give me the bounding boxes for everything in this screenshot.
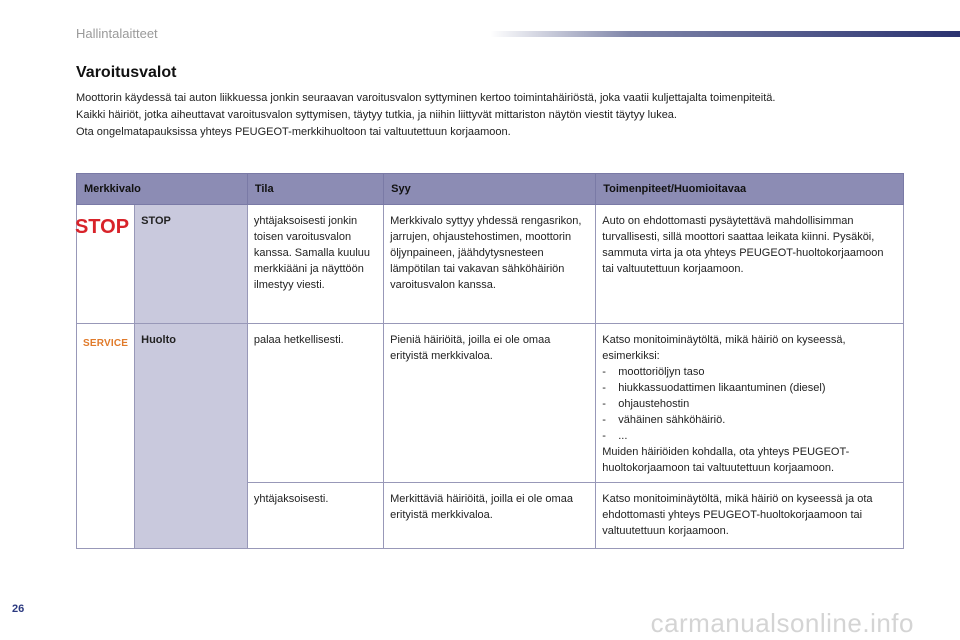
table-header-row (77, 174, 904, 205)
state-text: palaa hetkellisesti. (247, 324, 383, 483)
section-title: Varoitusvalot (76, 64, 177, 81)
action-cell (596, 324, 904, 483)
watermark: carmanualsonline.info (650, 608, 914, 638)
column-header-cause: Syy (384, 174, 596, 205)
cause-text: Merkittäviä häiriöitä, joilla ei ole omaa erityistä merkkivaloa. (384, 483, 596, 549)
action-list (602, 364, 897, 444)
warning-lights-table (76, 173, 904, 549)
intro-paragraph: Kaikki häiriöt, jotka aiheuttavat varoitusvalon syttymisen, täytyy tutkia, ja niihin liittyvät mittariston näytön viestit täytyy lukea. (76, 109, 677, 121)
header-accent-bar (490, 31, 960, 37)
lamp-name: Huolto (135, 324, 248, 549)
service-warning-icon: SERVICE (83, 338, 129, 349)
page-number: 26 (12, 603, 25, 615)
chapter-title: Hallintalaitteet (76, 26, 158, 41)
list-item: - moottoriöljyn taso (602, 366, 705, 378)
column-header-action: Toimenpiteet/Huomioitavaa (596, 174, 904, 205)
table-row (77, 205, 904, 324)
list-item: - vähäinen sähköhäiriö. (602, 414, 726, 426)
intro-paragraph: Moottorin käydessä tai auton liikkuessa jonkin seuraavan varoitusvalon syttyminen kertoo toimintahäiriöstä, joka vaatii kuljettajalta toimenpiteitä. (76, 92, 776, 104)
column-header-state: Tila (247, 174, 383, 205)
icon-cell (77, 324, 135, 549)
state-text: yhtäjaksoisesti jonkin toisen varoitusvalon kanssa. Samalla kuuluu merkkiääni ja näyttöön ilmestyy viesti. (247, 205, 383, 324)
list-item: - hiukkassuodattimen likaantuminen (diesel) (602, 382, 826, 394)
stop-warning-icon (74, 213, 130, 238)
action-intro: Katso monitoiminäytöltä, mikä häiriö on kyseessä, esimerkiksi: (602, 334, 846, 362)
cause-text: Merkkivalo syttyy yhdessä rengasrikon, jarrujen, ohjaustehostimen, moottorin öljynpaineen, jäähdytysnesteen lämpötilan tai vakavan sähköhäiriön varoitusvalon kanssa. (384, 205, 596, 324)
column-header-lamp: Merkkivalo (77, 174, 248, 205)
cause-text: Pieniä häiriöitä, joilla ei ole omaa erityistä merkkivaloa. (384, 324, 596, 483)
action-text: Auto on ehdottomasti pysäytettävä mahdollisimman turvallisesti, sillä moottori saattaa leikata kiinni. Pysäköi, sammuta virta ja ota yhteys PEUGEOT-huoltokorjaamoon tai valtuutettuun korjaamoon. (596, 205, 904, 324)
list-item: - ohjaustehostin (602, 398, 690, 410)
intro-text (76, 90, 916, 141)
state-text: yhtäjaksoisesti. (247, 483, 383, 549)
intro-paragraph: Ota ongelmatapauksissa yhteys PEUGEOT-merkkihuoltoon tai valtuutettuun korjaamoon. (76, 126, 511, 138)
table-row (77, 324, 904, 483)
list-item: - ... (602, 430, 628, 442)
action-outro: Muiden häiriöiden kohdalla, ota yhteys PEUGEOT-huoltokorjaamoon tai valtuutettuun korjaamoon. (602, 446, 850, 474)
lamp-name: STOP (135, 205, 248, 324)
svg-text:STOP: STOP (74, 216, 130, 238)
icon-cell (74, 205, 135, 324)
action-text: Katso monitoiminäytöltä, mikä häiriö on kyseessä ja ota ehdottomasti yhteys PEUGEOT-huoltokorjaamoon tai valtuutettuun korjaamoon. (596, 483, 904, 549)
